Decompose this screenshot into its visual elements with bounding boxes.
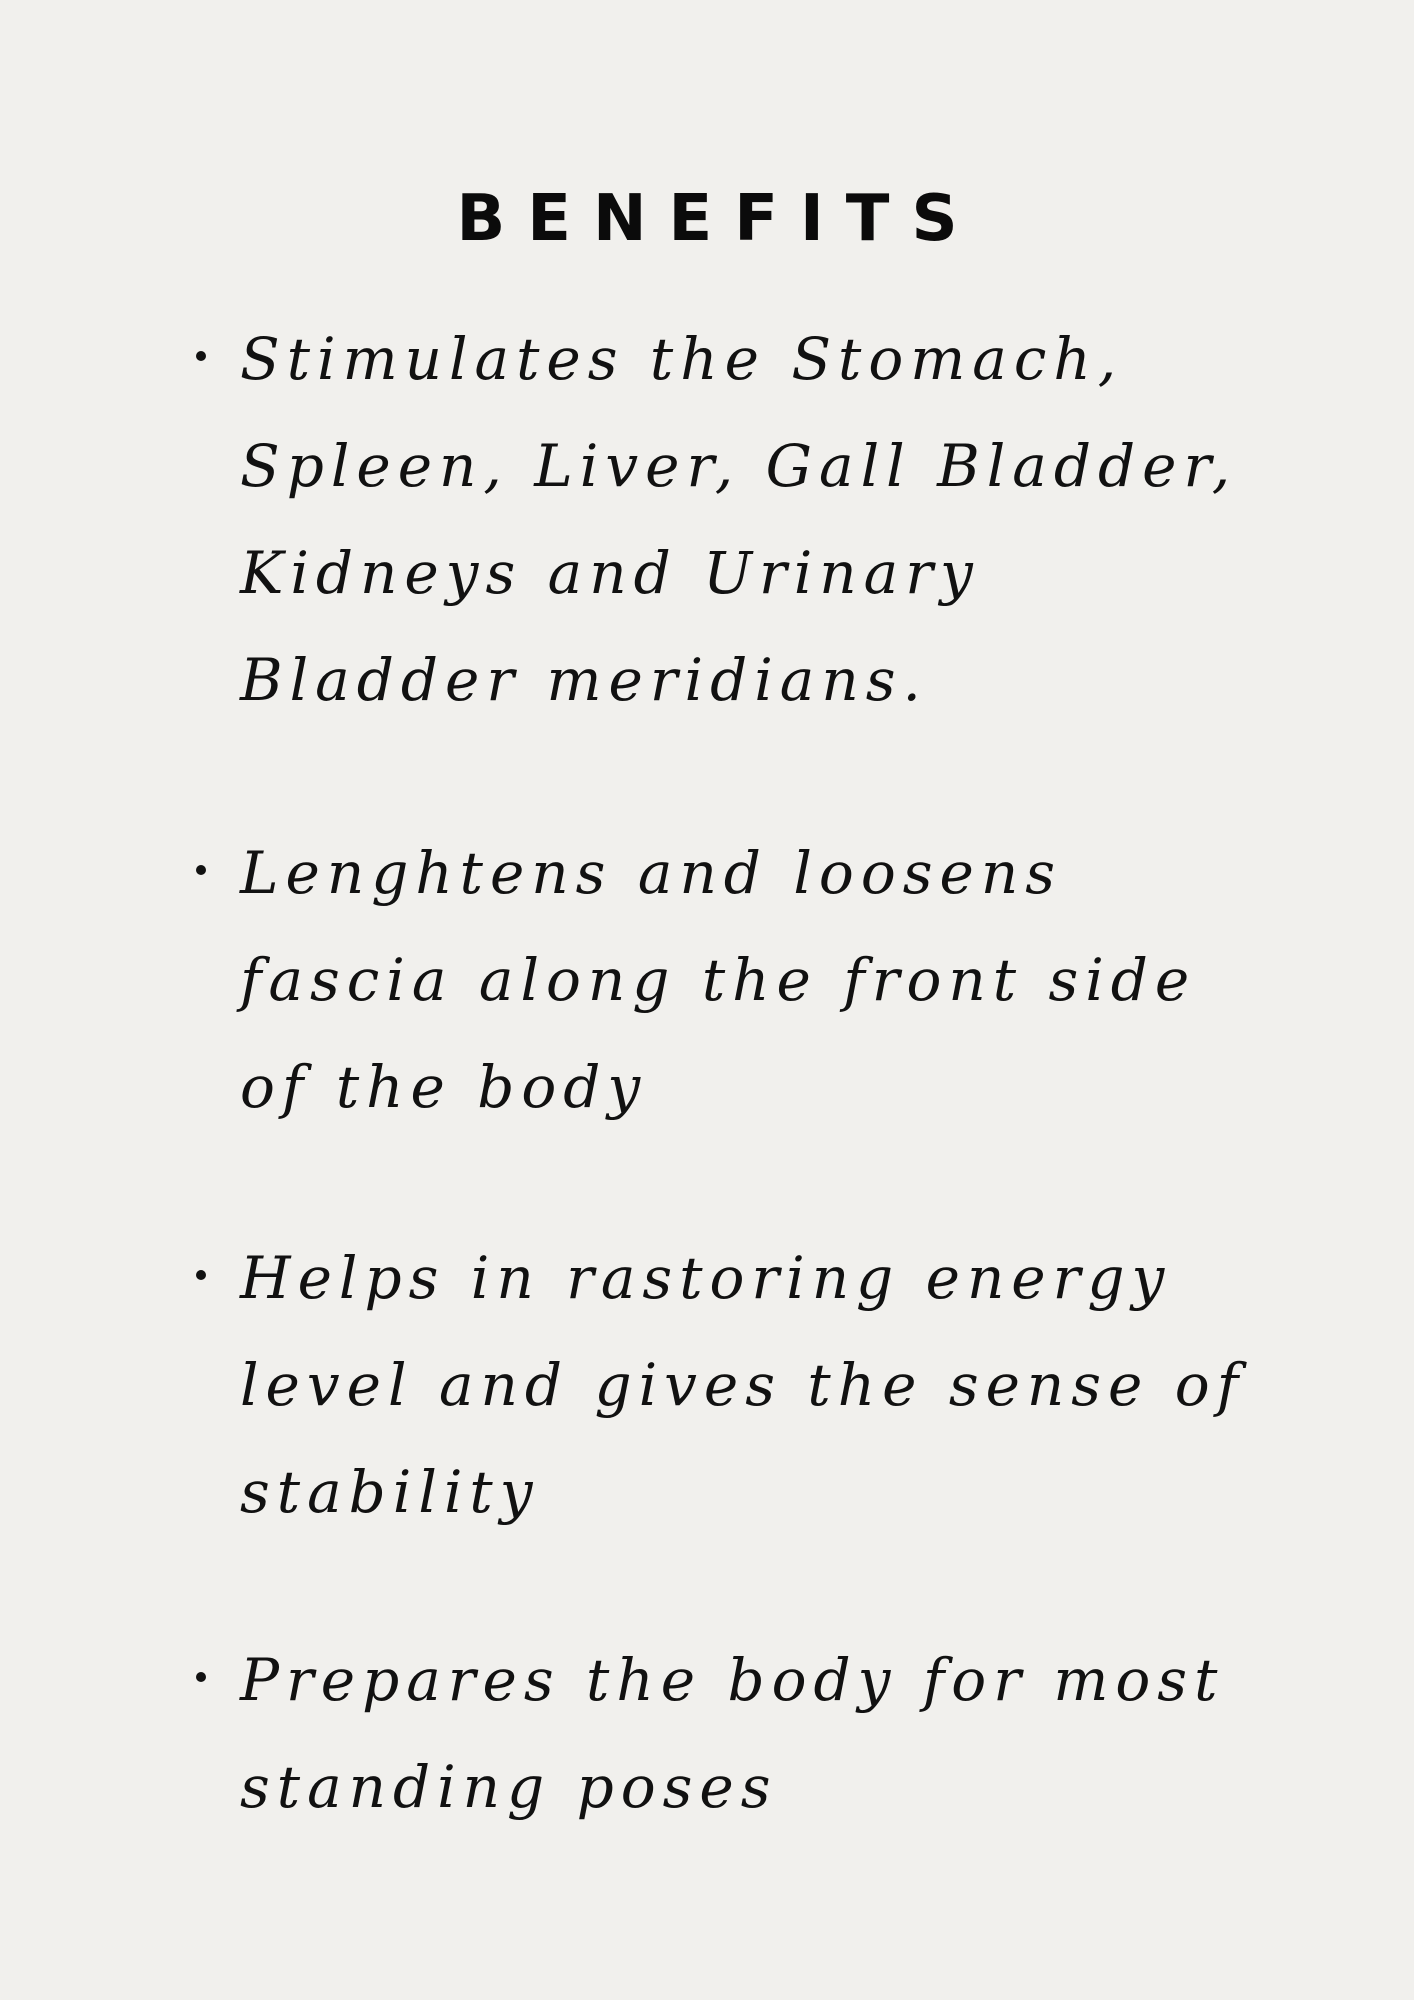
bullet-icon <box>196 865 206 875</box>
benefit-text-energy: Helps in rastoring energy level and gives the sense of stability <box>240 1244 1246 1526</box>
benefit-text-fascia: Lenghtens and loosens fascia along the front side of the body <box>240 839 1197 1121</box>
benefit-text-meridians: Stimulates the Stomach, Spleen, Liver, Gall Bladder, Kidneys and Urinary Bladder meridians. <box>240 325 1238 714</box>
bullet-icon <box>196 351 206 361</box>
benefit-text-standing-poses: Prepares the body for most standing poses <box>240 1646 1225 1821</box>
page-title: BENEFITS <box>456 181 980 256</box>
bullet-icon <box>196 1270 206 1280</box>
bullet-icon <box>196 1672 206 1682</box>
